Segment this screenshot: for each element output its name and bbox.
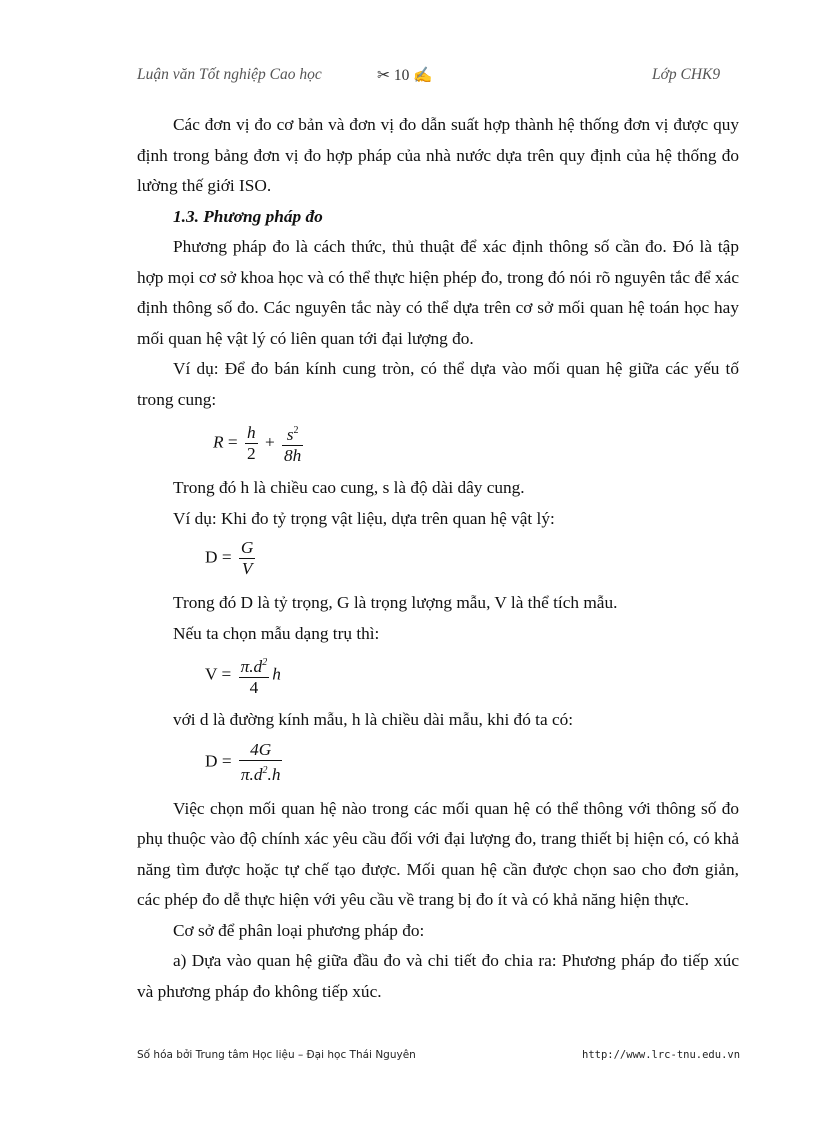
running-header-title: Luận văn Tốt nghiệp Cao học	[137, 66, 322, 83]
numerator	[282, 421, 303, 446]
denominator	[239, 761, 283, 785]
paragraph-example-radius: Ví dụ: Để đo bán kính cung tròn, có thể dựa vào mối quan hệ giữa các yếu tố trong cung:	[137, 359, 739, 409]
formula-radius-eq: =	[227, 432, 238, 452]
denominator: 8h	[284, 445, 302, 465]
formula-volume-h: h	[272, 664, 281, 684]
denominator: 2	[246, 443, 256, 463]
plus-sign: +	[264, 432, 275, 452]
paragraph-classification-basis: Cơ sở để phân loại phương pháp đo:	[173, 920, 425, 940]
paragraph-units: Các đơn vị đo cơ bản và đơn vị đo dẫn suất hợp thành hệ thống đơn vị được quy định trong bảng đơn vị đo hợp pháp của nhà nước dựa trên quy định của hệ thống đo lường thế giới ISO.	[137, 115, 739, 195]
formula-density	[205, 538, 739, 584]
footer-source: Số hóa bởi Trung tâm Học liệu – Đại học Thái Nguyên	[137, 1049, 416, 1061]
fraction-g-over-v	[239, 538, 255, 579]
formula-density-cylinder-lhs: D	[205, 750, 218, 770]
formula-density-cylinder	[205, 740, 739, 788]
numerator-exponent: 2	[262, 657, 268, 668]
paragraph-example-density: Ví dụ: Khi đo tỷ trọng vật liệu, dựa trên quan hệ vật lý:	[173, 508, 555, 528]
numerator: 4G	[239, 740, 283, 761]
formula-radius-lhs: R	[213, 432, 224, 452]
formula-density-cylinder-eq: =	[221, 750, 232, 770]
numerator: G	[240, 538, 254, 557]
section-heading: 1.3. Phương pháp đo	[173, 206, 323, 226]
page-body	[137, 110, 739, 1007]
formula-density-eq: =	[221, 547, 232, 567]
paragraph-method-definition: Phương pháp đo là cách thức, thủ thuật để xác định thông số cần đo. Đó là tập hợp mọi cơ sở khoa học và có thể thực hiện phép đo, trong đó nói rõ nguyên tắc để xác định thông số đo. Các nguyên tắc này có thể dựa trên cơ sở mối quan hệ toán học hay mối quan hệ vật lý có liên quan tới đại lượng đo.	[137, 237, 739, 348]
fraction-pid2-over-4	[239, 653, 270, 698]
formula-density-lhs: D	[205, 547, 218, 567]
paragraph-cylinder-sample: Nếu ta chọn mẫu dạng trụ thì:	[173, 623, 380, 643]
denominator-exponent: 2	[262, 764, 268, 776]
formula-volume	[205, 653, 739, 701]
paragraph-choosing-relation: Việc chọn mối quan hệ nào trong các mối quan hệ có thể thông với thông số đo phụ thuộc vào độ chính xác yêu cầu đối với đại lượng đo, trang thiết bị hiện có, có khả năng tìm được hoặc tự chế tạo được. Mối quan hệ cần được chọn sao cho đơn giản, các phép đo dễ thực hiện với yêu cầu về trang bị đo ít và có khả năng hiện thực.	[137, 798, 739, 909]
page-number: ✂ 10 ✍	[377, 67, 433, 84]
paragraph-where-h-s: Trong đó h là chiều cao cung, s là độ dài dây cung.	[173, 478, 525, 497]
footer-url: http://www.lrc-tnu.edu.vn	[582, 1049, 741, 1061]
fraction-h-over-2	[245, 423, 258, 464]
fraction-s2-over-8h	[282, 421, 303, 466]
paragraph-where-d-g-v: Trong đó D là tỷ trọng, G là trọng lượng mẫu, V là thể tích mẫu.	[173, 593, 618, 612]
paragraph-where-d-h: với d là đường kính mẫu, h là chiều dài mẫu, khi đó ta có:	[173, 710, 574, 729]
numerator: h	[246, 422, 256, 442]
numerator-s: s	[286, 424, 294, 444]
numerator-pi-d: π.d	[240, 656, 263, 676]
denominator: 4	[249, 677, 259, 697]
denominator-pi-d: π.d	[240, 764, 263, 784]
running-header-class: Lớp CHK9	[652, 66, 721, 83]
formula-radius	[213, 421, 739, 469]
formula-volume-eq: =	[221, 664, 232, 684]
denominator-h: .h	[267, 764, 281, 784]
fraction-4g-over-pid2h	[239, 740, 283, 785]
numerator	[239, 653, 270, 678]
formula-volume-lhs: V	[205, 664, 218, 684]
denominator: V	[241, 559, 253, 578]
numerator-exponent: 2	[293, 425, 299, 436]
paragraph-contact-methods: a) Dựa vào quan hệ giữa đầu đo và chi tiết đo chia ra: Phương pháp đo tiếp xúc và phương pháp đo không tiếp xúc.	[137, 951, 739, 1001]
